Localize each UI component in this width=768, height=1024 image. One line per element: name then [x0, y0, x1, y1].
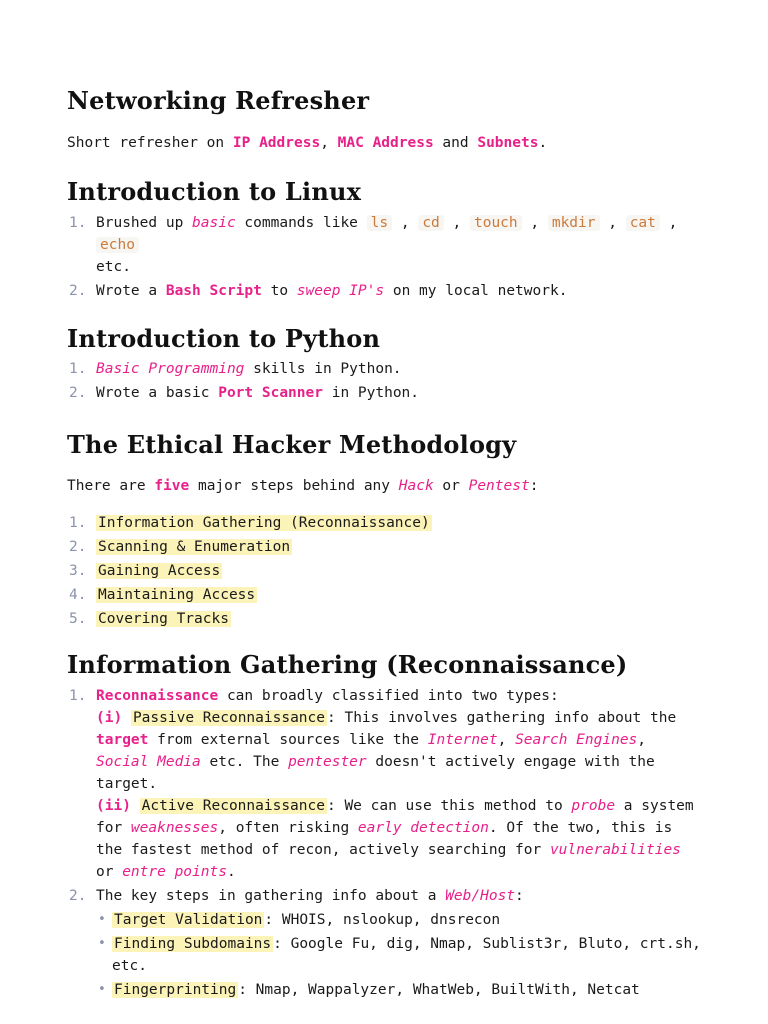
text: : Nmap, Wappalyzer, WhatWeb, BuiltWith, Netcat — [238, 982, 640, 998]
em-basic: basic — [192, 215, 236, 231]
separator: , — [530, 215, 540, 231]
text: : Google Fu, dig, Nmap, Sublist3r, Bluto, crt.sh, etc. — [112, 936, 701, 974]
list-number: 2. — [69, 283, 87, 299]
list-item — [67, 512, 707, 534]
methodology-steps-list — [67, 512, 707, 630]
text: . Of the two, this is the fastest method of recon, actively searching for — [96, 820, 673, 858]
step-label: Maintaining Access — [98, 587, 256, 603]
highlight-active-recon: Active Reconnaissance — [141, 798, 325, 814]
text: Wrote a — [96, 283, 166, 299]
text: doesn't actively engage with the target. — [96, 754, 655, 792]
highlight-passive-recon: Passive Reconnaissance — [132, 710, 325, 726]
web-host-steps-list — [96, 909, 707, 1001]
em-vulnerabilities: vulnerabilities — [549, 842, 681, 858]
list-item — [67, 685, 707, 883]
bullet-item — [96, 933, 707, 977]
list-item — [67, 608, 707, 630]
text: in Python. — [322, 385, 420, 401]
text: from external sources like the — [148, 732, 428, 748]
text: The key steps in gathering info about a — [96, 888, 446, 904]
em-weaknesses: weaknesses — [130, 820, 219, 836]
text: or — [96, 864, 123, 880]
text: : WHOIS, nslookup, dnsrecon — [264, 912, 501, 928]
code-touch: touch — [470, 215, 522, 231]
em-internet: Internet — [427, 732, 498, 748]
bullet-dot: • — [98, 912, 106, 927]
methodology-intro — [67, 475, 707, 497]
linux-list — [67, 212, 707, 302]
recon-list — [67, 685, 707, 1001]
text: Wrote a basic — [96, 385, 219, 401]
em-pentest: Pentest — [468, 478, 530, 494]
text: , — [637, 732, 647, 748]
text: etc. The — [200, 754, 289, 770]
list-number: 1. — [69, 215, 87, 231]
list-number: 3. — [69, 563, 87, 579]
text: There are — [67, 478, 155, 494]
python-list — [67, 358, 707, 404]
text: : This involves gathering info about the — [327, 710, 677, 726]
heading-methodology: The Ethical Hacker Methodology — [67, 430, 517, 459]
list-item — [67, 584, 707, 606]
em-entre-points: entre points — [122, 864, 227, 880]
highlight-fingerprinting: Fingerprinting — [114, 982, 237, 998]
separator: , — [452, 215, 462, 231]
bullet-dot: • — [98, 936, 106, 951]
text: commands like — [235, 215, 367, 231]
list-item — [67, 382, 707, 404]
term-ip-address: IP Address — [232, 135, 321, 151]
list-number: 5. — [69, 611, 87, 627]
em-early-detection: early detection — [357, 820, 489, 836]
em-search-engines: Search Engines — [515, 732, 638, 748]
text: , often risking — [218, 820, 358, 836]
bullet-dot: • — [98, 982, 106, 997]
heading-information-gathering: Information Gathering (Reconnaissance) — [67, 650, 628, 679]
term-reconnaissance: Reconnaissance — [96, 688, 219, 704]
highlight-target-validation: Target Validation — [114, 912, 263, 928]
text: , — [497, 732, 516, 748]
separator: , — [400, 215, 410, 231]
text: skills in Python. — [244, 361, 402, 377]
step-label: Covering Tracks — [98, 611, 229, 627]
text: Short refresher on — [67, 135, 233, 151]
list-item — [67, 885, 707, 1001]
list-item — [67, 536, 707, 558]
step-label: Scanning & Enumeration — [98, 539, 291, 555]
step-label: Gaining Access — [98, 563, 221, 579]
text: : We can use this method to — [326, 798, 572, 814]
list-number: 2. — [69, 539, 87, 555]
text: , — [320, 135, 338, 151]
text: on my local network. — [384, 283, 568, 299]
em-hack: Hack — [398, 478, 434, 494]
em-web-host: Web/Host — [445, 888, 516, 904]
bullet-item — [96, 909, 707, 931]
list-number: 4. — [69, 587, 87, 603]
list-item — [67, 358, 707, 380]
list-number: 2. — [69, 888, 87, 904]
code-echo: echo — [96, 237, 139, 253]
em-sweep-ips: sweep IP's — [296, 283, 385, 299]
step-label: Information Gathering (Reconnaissance) — [98, 515, 430, 531]
term-bash-script: Bash Script — [165, 283, 262, 299]
code-ls: ls — [367, 215, 392, 231]
separator: , — [608, 215, 617, 231]
text: to — [261, 283, 297, 299]
term-mac-address: MAC Address — [337, 135, 434, 151]
text: can broadly classified into two types: — [218, 688, 559, 704]
heading-intro-linux: Introduction to Linux — [67, 177, 362, 206]
networking-summary — [67, 132, 707, 154]
text: . — [226, 864, 236, 880]
list-number: 1. — [69, 515, 87, 531]
heading-networking-refresher: Networking Refresher — [67, 86, 370, 115]
text: a system for — [96, 798, 694, 836]
text: : — [515, 888, 524, 904]
text: Brushed up — [96, 215, 193, 231]
term-five: five — [154, 478, 190, 494]
label-passive: (i) — [96, 710, 123, 726]
em-social-media: Social Media — [96, 754, 201, 770]
code-mkdir: mkdir — [548, 215, 600, 231]
list-item — [67, 280, 707, 302]
code-cat: cat — [626, 215, 660, 231]
list-item — [67, 560, 707, 582]
separator: , — [668, 215, 678, 231]
list-item — [67, 212, 707, 278]
list-number: 1. — [69, 688, 87, 704]
highlight-finding-subdomains: Finding Subdomains — [114, 936, 272, 952]
em-pentester: pentester — [288, 754, 367, 770]
text: major steps behind any — [189, 478, 399, 494]
text: : — [529, 478, 539, 494]
em-probe: probe — [571, 798, 616, 814]
em-basic-programming: Basic Programming — [96, 361, 245, 377]
text: etc. — [96, 259, 131, 275]
code-cd: cd — [418, 215, 443, 231]
bullet-item — [96, 979, 707, 1001]
list-number: 1. — [69, 361, 87, 377]
text: and — [433, 135, 478, 151]
heading-intro-python: Introduction to Python — [67, 324, 381, 353]
document-body — [67, 84, 707, 1001]
term-port-scanner: Port Scanner — [218, 385, 323, 401]
term-target: target — [96, 732, 149, 748]
list-number: 2. — [69, 385, 87, 401]
term-subnets: Subnets — [477, 135, 539, 151]
label-active: (ii) — [96, 798, 131, 814]
text: . — [538, 135, 548, 151]
text: or — [433, 478, 469, 494]
